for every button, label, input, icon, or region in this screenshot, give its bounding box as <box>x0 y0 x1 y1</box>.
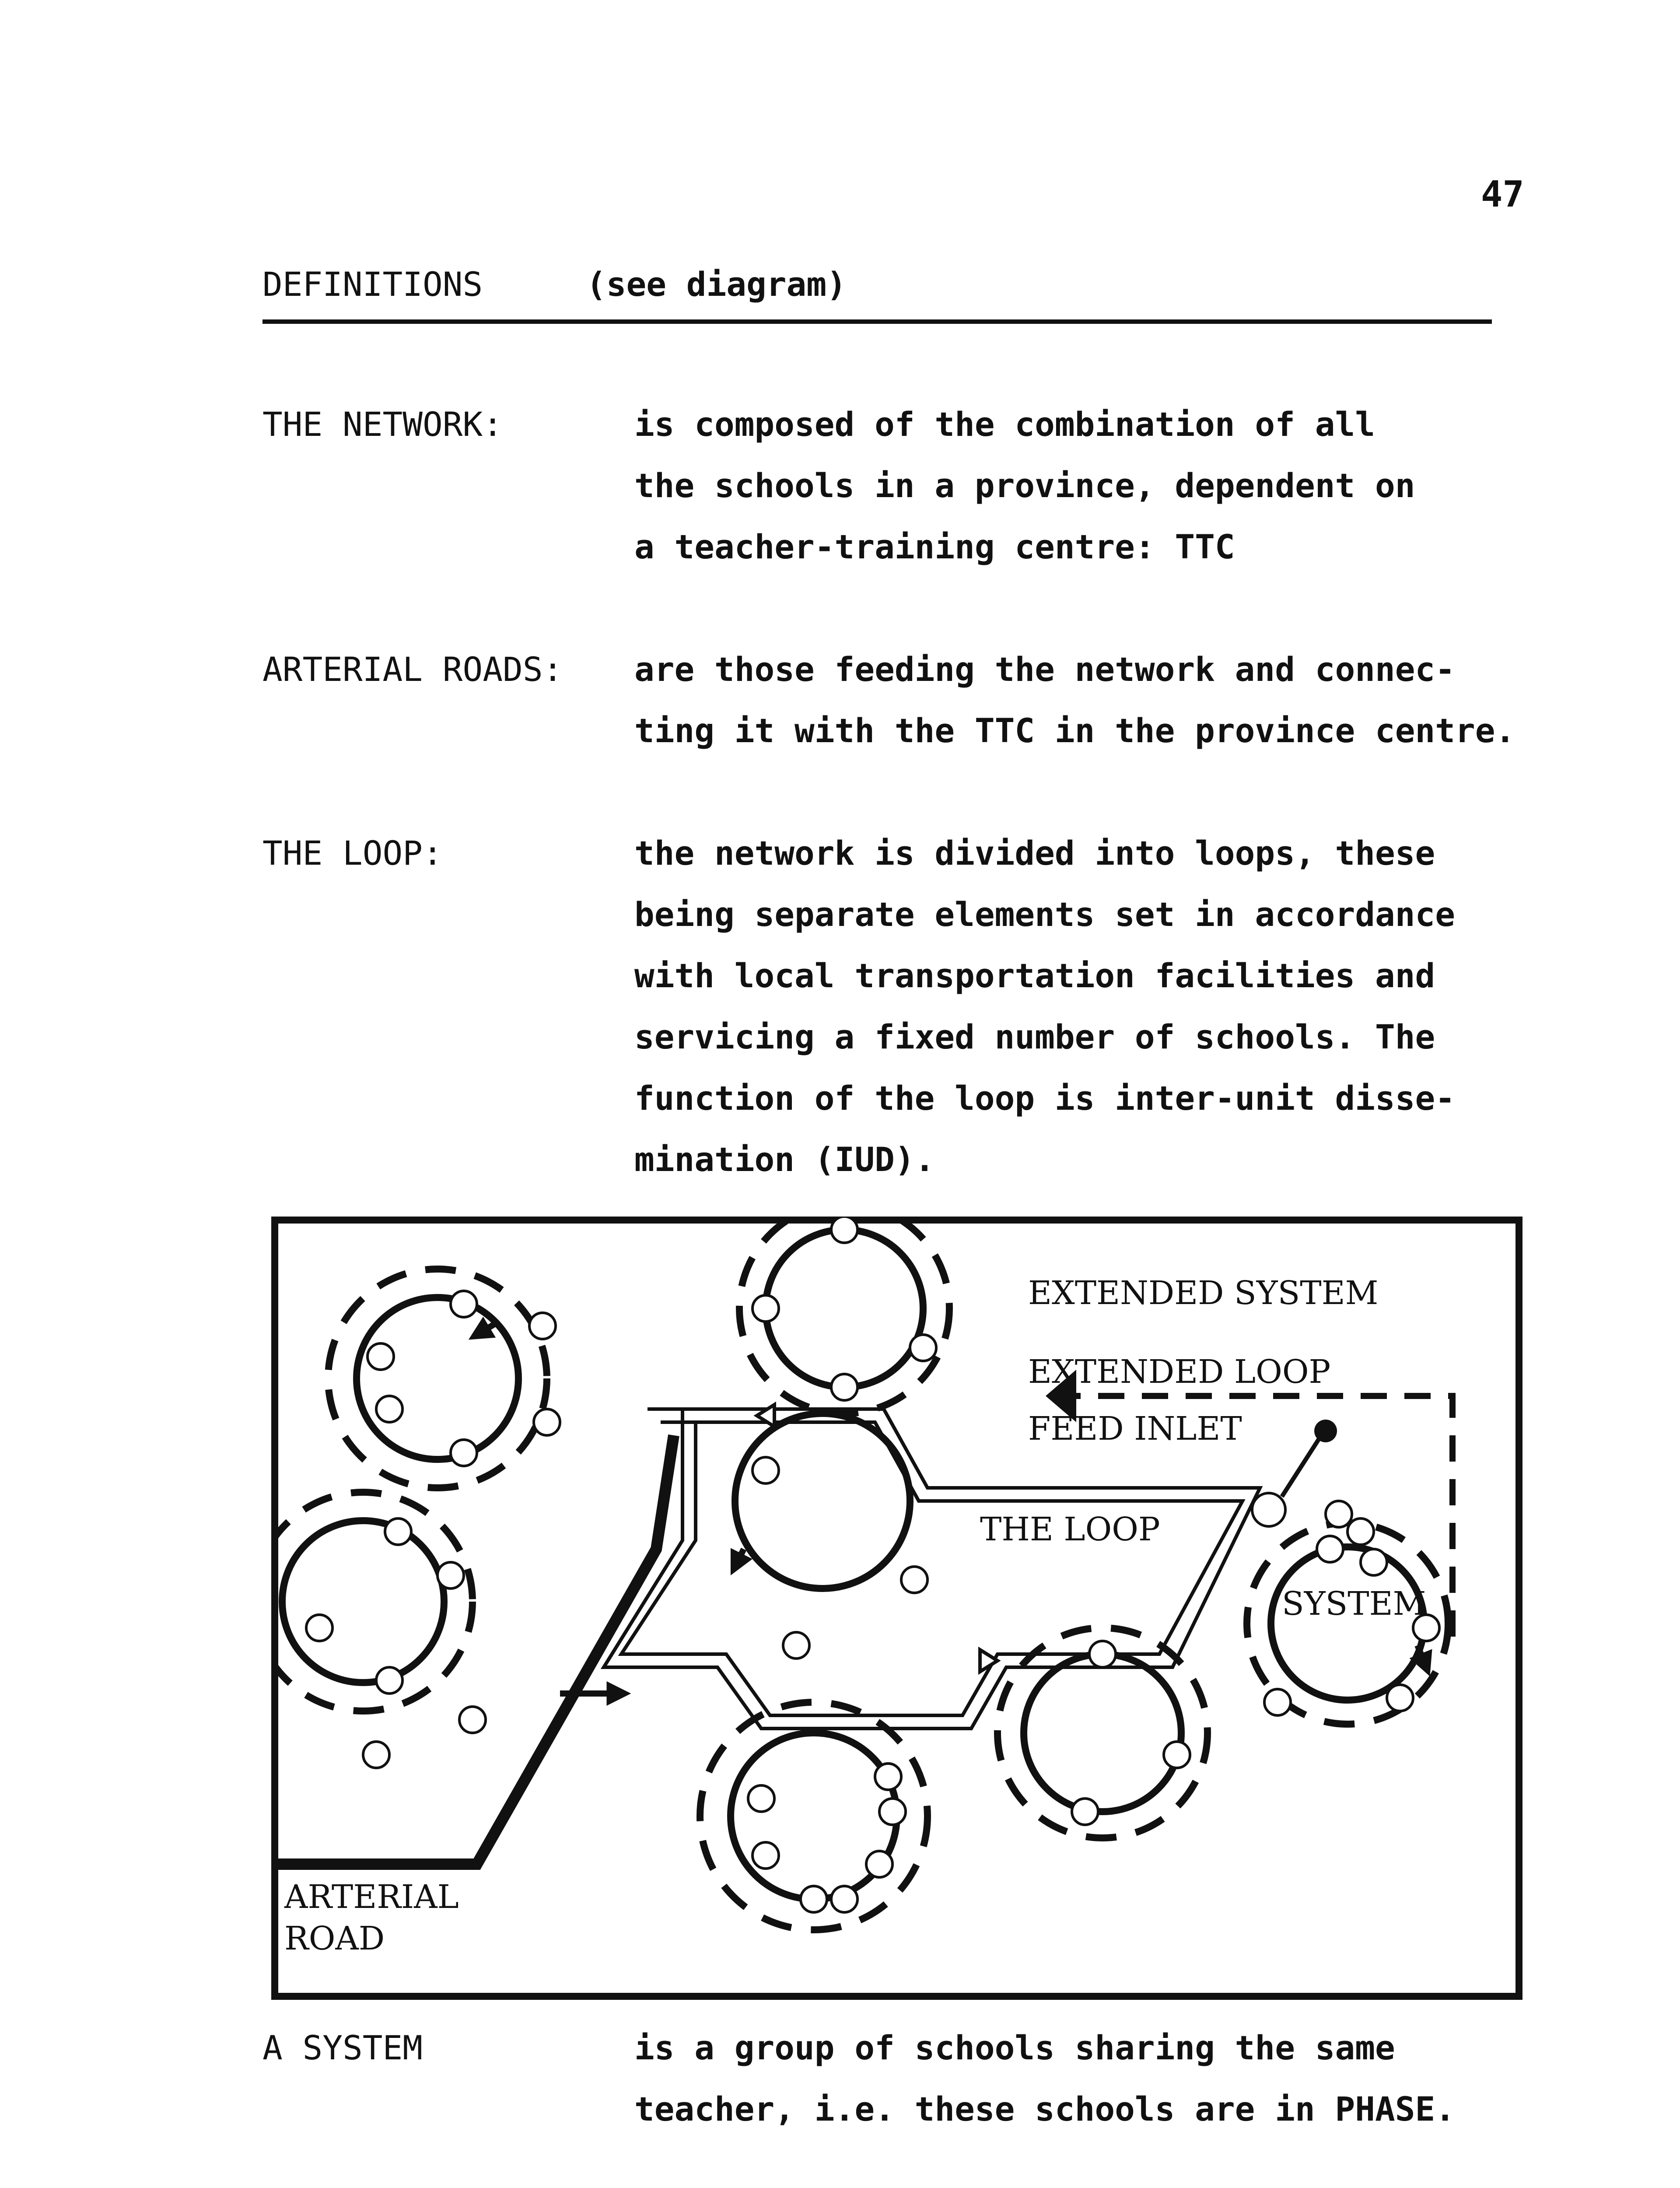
extended-ring <box>328 1269 547 1488</box>
label-system: SYSTEM <box>1282 1585 1426 1623</box>
definition-the-loop <box>634 823 1455 1190</box>
label-extended-system: EXTENDED SYSTEM <box>1028 1274 1379 1312</box>
label-arterial-road-line-2: ROAD <box>284 1920 385 1957</box>
definition-line: teacher, i.e. these schools are in PHASE. <box>634 2090 1455 2128</box>
term-network: THE NETWORK: <box>262 405 503 444</box>
inner-ring <box>282 1521 444 1683</box>
definition-line: ting it with the TTC in the province centre. <box>634 711 1516 750</box>
inner-ring <box>766 1230 923 1387</box>
feed-inlet-line <box>1282 1435 1321 1497</box>
heading-title: DEFINITIONS <box>262 265 483 304</box>
definition-line: the network is divided into loops, these <box>634 834 1435 873</box>
label-the-loop: THE LOOP <box>980 1511 1160 1548</box>
section-heading <box>262 254 847 315</box>
definition-line: are those feeding the network and connec- <box>634 650 1455 689</box>
flow-arrow <box>735 1549 744 1567</box>
loop-ring <box>735 1413 910 1588</box>
heading-subtitle: (see diagram) <box>586 265 847 304</box>
flow-arrow <box>477 1322 499 1335</box>
definition-line: is a group of schools sharing the same <box>634 2028 1395 2067</box>
definition-arterial-roads <box>634 639 1515 761</box>
definition-line: the schools in a province, dependent on <box>634 466 1415 505</box>
definition-line: being separate elements set in accordance <box>634 895 1455 934</box>
definition-system <box>634 2017 1455 2140</box>
definition-network <box>634 394 1415 578</box>
label-arterial-road-line-1: ARTERIAL <box>284 1878 459 1916</box>
page-number: 47 <box>1481 174 1524 215</box>
label-feed-inlet: FEED INLET <box>1028 1410 1242 1448</box>
network-diagram <box>271 1217 1522 2000</box>
system-inner-ring <box>1271 1547 1424 1700</box>
term-the-loop: THE LOOP: <box>262 834 443 873</box>
inner-ring <box>1024 1654 1181 1812</box>
definition-line: with local transportation facilities and <box>634 956 1435 995</box>
term-system: A SYSTEM <box>262 2028 423 2067</box>
definition-line: a teacher-training centre: TTC <box>634 527 1235 566</box>
flow-arrow <box>1418 1645 1426 1667</box>
label-extended-loop: EXTENDED LOOP <box>1028 1353 1331 1391</box>
definition-line: is composed of the combination of all <box>634 405 1375 444</box>
term-arterial-roads: ARTERIAL ROADS: <box>262 650 563 689</box>
definition-line: function of the loop is inter-unit disse- <box>634 1079 1455 1118</box>
feed-inlet-dot <box>1314 1420 1337 1442</box>
definition-line: servicing a fixed number of schools. The <box>634 1017 1435 1056</box>
definition-line: mination (IUD). <box>634 1140 935 1179</box>
heading-rule <box>262 319 1492 324</box>
